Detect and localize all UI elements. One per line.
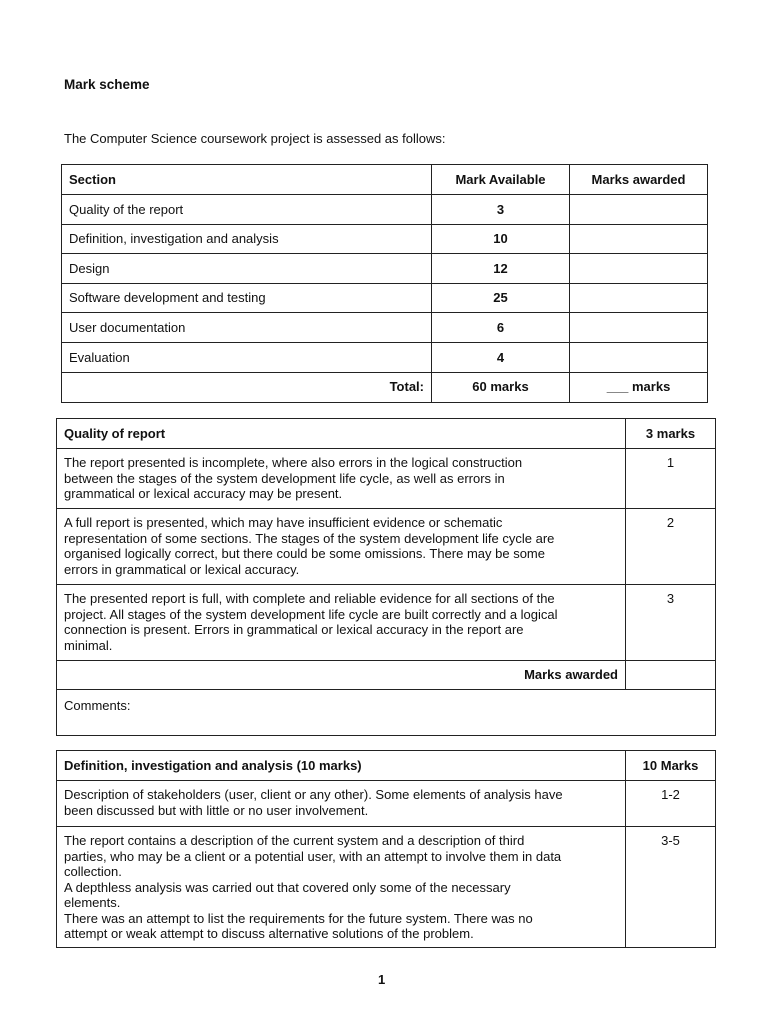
criterion-mark: 2 (626, 509, 716, 585)
criterion-mark: 1-2 (626, 781, 716, 827)
definition-header-marks: 10 Marks (626, 751, 716, 781)
table-row (62, 195, 708, 225)
table-row (57, 827, 716, 948)
summary-table (61, 164, 708, 403)
criterion-mark: 3 (626, 585, 716, 661)
marks-awarded-cell[interactable] (570, 342, 708, 372)
definition-header: Definition, investigation and analysis (10 marks) (57, 751, 626, 781)
table-row (62, 224, 708, 254)
section-name: Evaluation (62, 342, 432, 372)
marks-awarded-cell[interactable] (570, 195, 708, 225)
table-header-row (57, 751, 716, 781)
marks-awarded-cell[interactable] (570, 283, 708, 313)
table-row (62, 342, 708, 372)
criterion-text: A full report is presented, which may have insufficient evidence or schematic representation of some sections. The stages of the system development life cycle are organised logically correct, but there could be some omissions. There may be some errors in grammatical or lexical accuracy. (57, 509, 626, 585)
quality-header: Quality of report (57, 419, 626, 449)
mark-available: 10 (432, 224, 570, 254)
criterion-text: Description of stakeholders (user, client or any other). Some elements of analysis have been discussed but with little or no user involvement. (57, 781, 626, 827)
total-marks: 60 marks (432, 372, 570, 402)
table-row (62, 254, 708, 284)
quality-header-marks: 3 marks (626, 419, 716, 449)
marks-awarded-cell[interactable] (570, 254, 708, 284)
section-name: User documentation (62, 313, 432, 343)
mark-available: 6 (432, 313, 570, 343)
table-header-row (62, 165, 708, 195)
marks-awarded-value[interactable] (626, 661, 716, 690)
table-row (57, 781, 716, 827)
definition-table (56, 750, 716, 948)
table-row (57, 449, 716, 509)
criterion-text: The presented report is full, with complete and reliable evidence for all sections of the project. All stages of the system development life cycle are built correctly and a logical connection is present. Errors in grammatical or lexical accuracy in the report are minimal. (57, 585, 626, 661)
total-label: Total: (62, 372, 432, 402)
table-row (62, 313, 708, 343)
intro-text: The Computer Science coursework project is assessed as follows: (64, 131, 446, 146)
criterion-text: The report presented is incomplete, where also errors in the logical construction between the stages of the system development life cycle, as well as errors in grammatical or lexical accuracy may be present. (57, 449, 626, 509)
header-section: Section (62, 165, 432, 195)
criterion-mark: 1 (626, 449, 716, 509)
section-name: Definition, investigation and analysis (62, 224, 432, 254)
table-row (57, 509, 716, 585)
marks-awarded-cell[interactable] (570, 313, 708, 343)
table-row (62, 283, 708, 313)
marks-awarded-label: Marks awarded (57, 661, 626, 690)
mark-available: 12 (432, 254, 570, 284)
page-title: Mark scheme (64, 77, 150, 92)
header-mark-available: Mark Available (432, 165, 570, 195)
marks-awarded-row (57, 661, 716, 690)
table-row (57, 585, 716, 661)
mark-available: 25 (432, 283, 570, 313)
total-row (62, 372, 708, 402)
mark-available: 3 (432, 195, 570, 225)
section-name: Software development and testing (62, 283, 432, 313)
header-marks-awarded: Marks awarded (570, 165, 708, 195)
quality-of-report-table (56, 418, 716, 736)
marks-awarded-cell[interactable] (570, 224, 708, 254)
comments-label[interactable]: Comments: (57, 690, 716, 736)
criterion-mark: 3-5 (626, 827, 716, 948)
section-name: Quality of the report (62, 195, 432, 225)
page-number: 1 (378, 972, 386, 987)
table-header-row (57, 419, 716, 449)
section-name: Design (62, 254, 432, 284)
total-awarded[interactable]: ___ marks (570, 372, 708, 402)
criterion-text: The report contains a description of the current system and a description of third parties, who may be a client or a potential user, with an attempt to involve them in data collection. A depthless analysis was carried out that covered only some of the necessary elements. There was an attempt to list the requirements for the future system. There was no attempt or weak attempt to discuss alternative solutions of the problem. (57, 827, 626, 948)
comments-row (57, 690, 716, 736)
mark-available: 4 (432, 342, 570, 372)
